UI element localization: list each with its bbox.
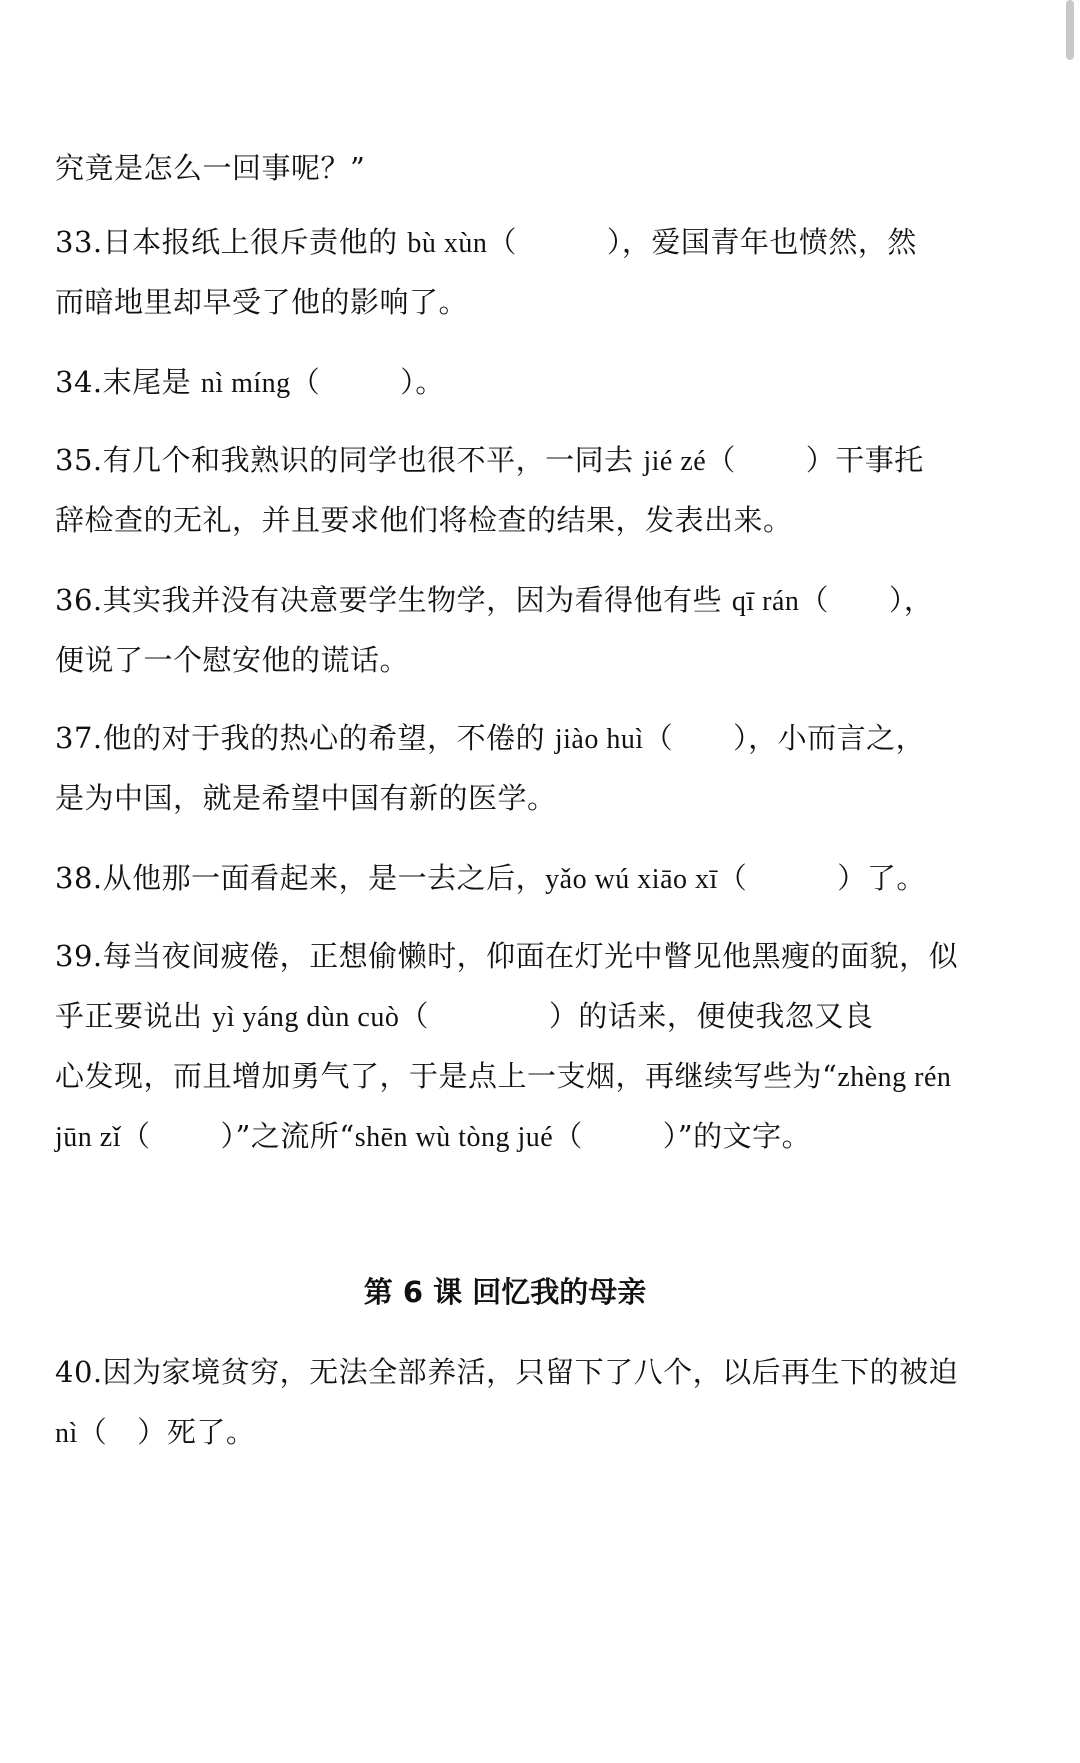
q35-text-b: 干事托 — [835, 443, 924, 477]
q35-number: 35. — [55, 443, 103, 477]
q33-line1 — [55, 222, 917, 264]
q40-line1 — [55, 1352, 958, 1392]
q38-paren-close: ） — [837, 861, 867, 895]
q39-pinyin-2b: jūn zǐ — [55, 1122, 121, 1153]
q37-text-a: 他的对于我的热心的希望，不倦的 — [102, 721, 555, 755]
q39-number: 39. — [55, 939, 103, 973]
q39-pinyin-3: shēn wù tòng jué — [354, 1122, 554, 1153]
q40-number: 40. — [55, 1355, 103, 1389]
q36-text-line2: 便说了一个慰安他的谎话。 — [55, 643, 410, 677]
q37-text-line2: 是为中国，就是希望中国有新的医学。 — [55, 781, 557, 815]
q39-line3 — [55, 1056, 951, 1098]
q36-paren-open: （ — [799, 583, 829, 617]
q33-text-line2: 而暗地里却早受了他的影响了。 — [55, 285, 469, 319]
q39-pinyin-2a: zhèng rén — [837, 1062, 952, 1093]
q35-text-line2: 辞检查的无礼，并且要求他们将检查的结果，发表出来。 — [55, 503, 793, 537]
q35-line1 — [55, 440, 924, 482]
q34-number: 34. — [55, 365, 103, 399]
q37-paren-close: ） — [733, 721, 749, 755]
q37-pinyin: jiào huì — [554, 724, 644, 755]
q39-paren3-close: ） — [662, 1119, 678, 1153]
q32-text: 究竟是怎么一回事呢？” — [55, 151, 366, 185]
q35-pinyin: jié zé — [643, 446, 707, 477]
q40-text-b: 死了。 — [166, 1415, 256, 1449]
q32-tail — [55, 148, 365, 188]
q36-text-b: ， — [903, 583, 934, 617]
q36-line2 — [55, 640, 409, 680]
q39-line4 — [55, 1116, 811, 1158]
q33-text-a: 日本报纸上很斥责他的 — [102, 225, 408, 259]
q40-line2 — [55, 1412, 255, 1454]
q35-text-a: 有几个和我熟识的同学也很不平，一同去 — [102, 443, 644, 477]
q38-text-a: 从他那一面看起来，是一去之后， — [102, 861, 546, 895]
q34-line1 — [55, 362, 445, 404]
q33-paren-open: （ — [487, 225, 517, 259]
q37-text-b: ，小而言之， — [748, 721, 926, 755]
q40-paren-open: （ — [77, 1415, 108, 1449]
q34-text-a: 末尾是 — [102, 365, 201, 399]
q37-line2 — [55, 778, 557, 818]
q39-text-line2a: 乎正要说出 — [55, 999, 213, 1033]
q33-number: 33. — [55, 225, 103, 259]
q34-paren-open: （ — [290, 365, 321, 399]
q36-text-a: 其实我并没有决意要学生物学，因为看得他有些 — [102, 583, 732, 617]
q33-paren-close: ） — [606, 225, 622, 259]
q38-text-b: 了。 — [866, 861, 926, 895]
q40-paren-close: ） — [137, 1415, 167, 1449]
q35-line2 — [55, 500, 793, 540]
q38-paren-open: （ — [717, 861, 748, 895]
q39-paren1-close: ） — [548, 999, 579, 1033]
q39-text-line1: 每当夜间疲倦，正想偷懒时，仰面在灯光中瞥见他黑瘦的面貌，似 — [102, 939, 959, 973]
q39-line2 — [55, 996, 873, 1038]
q33-line2 — [55, 282, 468, 322]
q36-paren-close: ） — [888, 583, 904, 617]
q36-number: 36. — [55, 583, 103, 617]
q35-paren-open: （ — [706, 443, 736, 477]
q39-paren3-open: （ — [553, 1119, 583, 1153]
q39-text-line3a: 心发现，而且增加勇气了，于是点上一支烟，再继续写些为“ — [55, 1059, 838, 1093]
q39-text-line4a: ”之流所“ — [235, 1119, 355, 1153]
q39-paren2-open: （ — [121, 1119, 151, 1153]
q39-text-line4b: ”的文字。 — [677, 1119, 812, 1153]
q40-text-line1: 因为家境贫穷，无法全部养活，只留下了八个，以后再生下的被迫 — [102, 1355, 959, 1389]
q40-pinyin: nì — [55, 1418, 78, 1449]
q36-pinyin: qī rán — [731, 586, 800, 617]
q39-pinyin-1: yì yáng dùn cuò — [212, 1002, 400, 1033]
q38-pinyin: yǎo wú xiāo xī — [545, 864, 718, 895]
q39-line1 — [55, 936, 958, 976]
q38-line1 — [55, 858, 926, 900]
scrollbar-thumb[interactable] — [1066, 0, 1074, 60]
q34-paren-close: ） — [400, 365, 416, 399]
q34-text-b: 。 — [415, 365, 445, 399]
q37-number: 37. — [55, 721, 103, 755]
q33-pinyin: bù xùn — [407, 228, 488, 259]
q36-line1 — [55, 580, 933, 622]
q37-paren-open: （ — [643, 721, 674, 755]
q37-line1 — [55, 718, 925, 760]
q34-pinyin: nì míng — [200, 368, 291, 399]
q39-text-line2b: 的话来，便使我忽又良 — [578, 999, 874, 1033]
q33-text-b: ，爱国青年也愤然，然 — [621, 225, 917, 259]
q39-paren1-open: （ — [399, 999, 429, 1033]
lesson-heading: 第 6 课 回忆我的母亲 — [363, 1275, 647, 1309]
q39-paren2-close: ） — [220, 1119, 236, 1153]
q38-number: 38. — [55, 861, 103, 895]
q35-paren-close: ） — [805, 443, 836, 477]
